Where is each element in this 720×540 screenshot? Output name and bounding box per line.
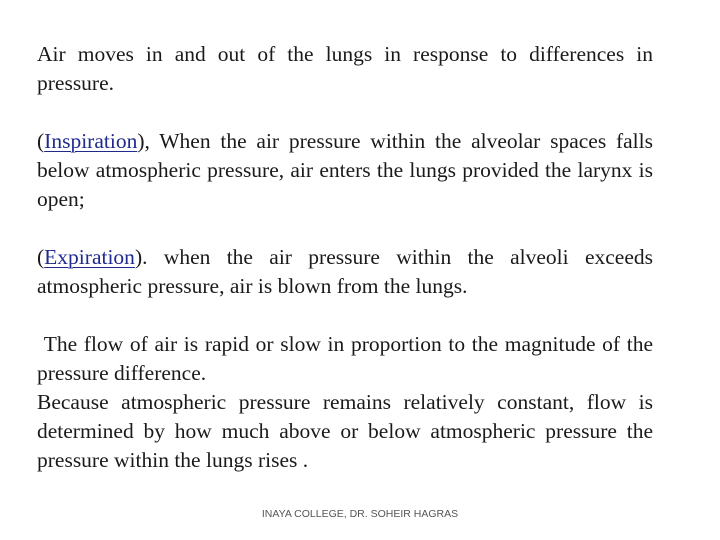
inspiration-text: ), When the air pressure within the alveolar spaces falls below atmospheric pressure, air enters the lungs provided the larynx is open;	[37, 129, 653, 211]
inspiration-open-paren: (	[37, 129, 45, 153]
paragraph-expiration	[37, 243, 653, 301]
paragraph-flow	[37, 330, 653, 388]
flow-text: The flow of air is rapid or slow in proportion to the magnitude of the pressure difference.	[37, 332, 654, 385]
slide-body	[37, 40, 653, 475]
paragraph-inspiration	[37, 127, 653, 214]
slide-footer: INAYA COLLEGE, DR. SOHEIR HAGRAS	[261, 508, 459, 520]
expiration-text: ). when the air pressure within the alveoli exceeds atmospheric pressure, air is blown from the lungs.	[37, 245, 653, 298]
paragraph-atmospheric: Because atmospheric pressure remains relatively constant, flow is determined by how much above or below atmospheric pressure the pressure within the lungs rises .	[37, 390, 653, 472]
expiration-open-paren: (	[37, 245, 45, 269]
paragraph-intro: Air moves in and out of the lungs in response to differences in pressure.	[37, 42, 653, 95]
expiration-term: Expiration	[44, 245, 135, 269]
inspiration-term: Inspiration	[44, 129, 138, 153]
